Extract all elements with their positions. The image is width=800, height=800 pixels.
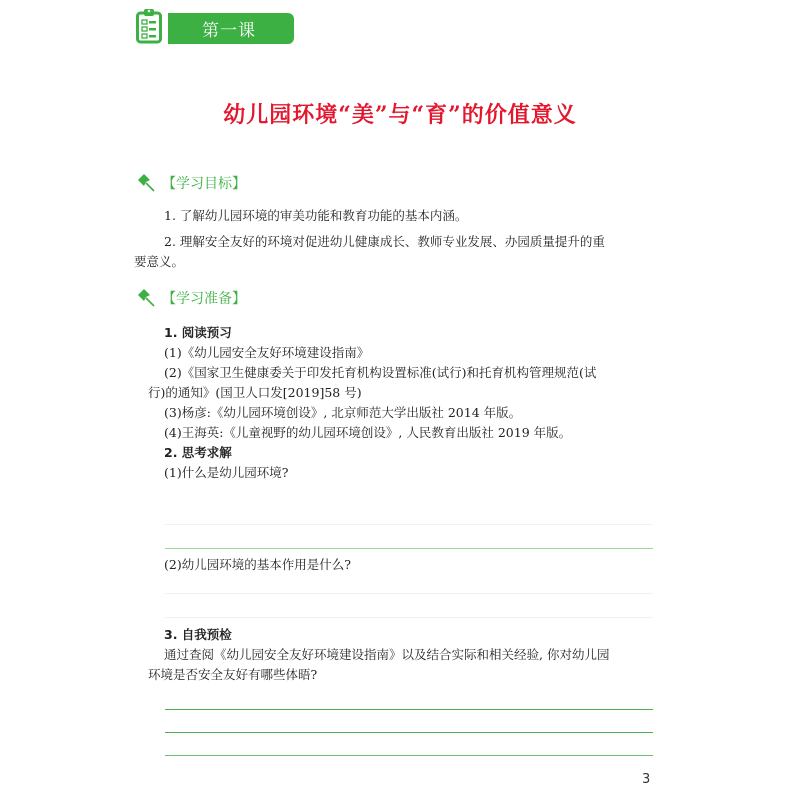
answer-line[interactable] bbox=[165, 593, 653, 594]
self-check-text: 通过查阅《幼儿园安全友好环境建设指南》以及结合实际和相关经验, 你对幼儿园 bbox=[164, 647, 610, 662]
section-heading-objectives bbox=[136, 173, 246, 193]
reading-item: (3)杨彦:《幼儿园环境创设》, 北京师范大学出版社 2014 年版。 bbox=[164, 405, 522, 420]
reading-item: (4)王海英:《儿童视野的幼儿园环境创设》, 人民教育出版社 2019 年版。 bbox=[164, 425, 572, 440]
thinking-block-2 bbox=[148, 555, 658, 575]
thinking-heading: 2. 思考求解 bbox=[164, 445, 232, 460]
reading-item: (1)《幼儿园安全友好环境建设指南》 bbox=[164, 345, 370, 360]
reading-block bbox=[148, 323, 658, 483]
self-check-text-cont: 环境是否安全友好有哪些体晤? bbox=[148, 667, 318, 682]
answer-line[interactable] bbox=[165, 732, 653, 733]
thinking-question-2: (2)幼儿园环境的基本作用是什么? bbox=[164, 557, 351, 572]
clipboard-checklist-icon bbox=[136, 8, 162, 44]
answer-line[interactable] bbox=[165, 548, 653, 549]
pushpin-icon bbox=[136, 288, 158, 308]
objective-item: 2. 理解安全友好的环境对促进幼儿健康成长、教师专业发展、办园质量提升的重 bbox=[164, 234, 605, 249]
section-heading-preparation bbox=[136, 288, 246, 308]
objective-item: 1. 了解幼儿园环境的审美功能和教育功能的基本内涵。 bbox=[164, 208, 468, 223]
self-check-block bbox=[148, 625, 658, 685]
pushpin-icon bbox=[136, 173, 158, 193]
objectives-heading: 【学习目标】 bbox=[162, 176, 246, 192]
objectives-list bbox=[134, 206, 658, 272]
page-number: 3 bbox=[642, 772, 651, 787]
reading-item: (2)《国家卫生健康委关于印发托育机构设置标准(试行)和托育机构管理规范(试 bbox=[164, 365, 597, 380]
answer-line[interactable] bbox=[165, 617, 653, 618]
self-check-heading: 3. 自我预检 bbox=[164, 627, 232, 642]
answer-line[interactable] bbox=[165, 524, 653, 525]
lesson-label: 第一课 bbox=[202, 21, 256, 41]
preparation-heading: 【学习准备】 bbox=[162, 291, 246, 307]
answer-line[interactable] bbox=[165, 755, 653, 756]
lesson-banner bbox=[168, 13, 294, 44]
page-title: 幼儿园环境“美”与“育”的价值意义 bbox=[223, 102, 577, 128]
thinking-question-1: (1)什么是幼儿园环境? bbox=[164, 465, 289, 480]
reading-heading: 1. 阅读预习 bbox=[164, 325, 232, 340]
answer-line[interactable] bbox=[165, 709, 653, 710]
objective-item-cont: 要意义。 bbox=[134, 254, 185, 269]
reading-item-cont: 行)的通知》(国卫人口发[2019]58 号) bbox=[148, 385, 362, 400]
